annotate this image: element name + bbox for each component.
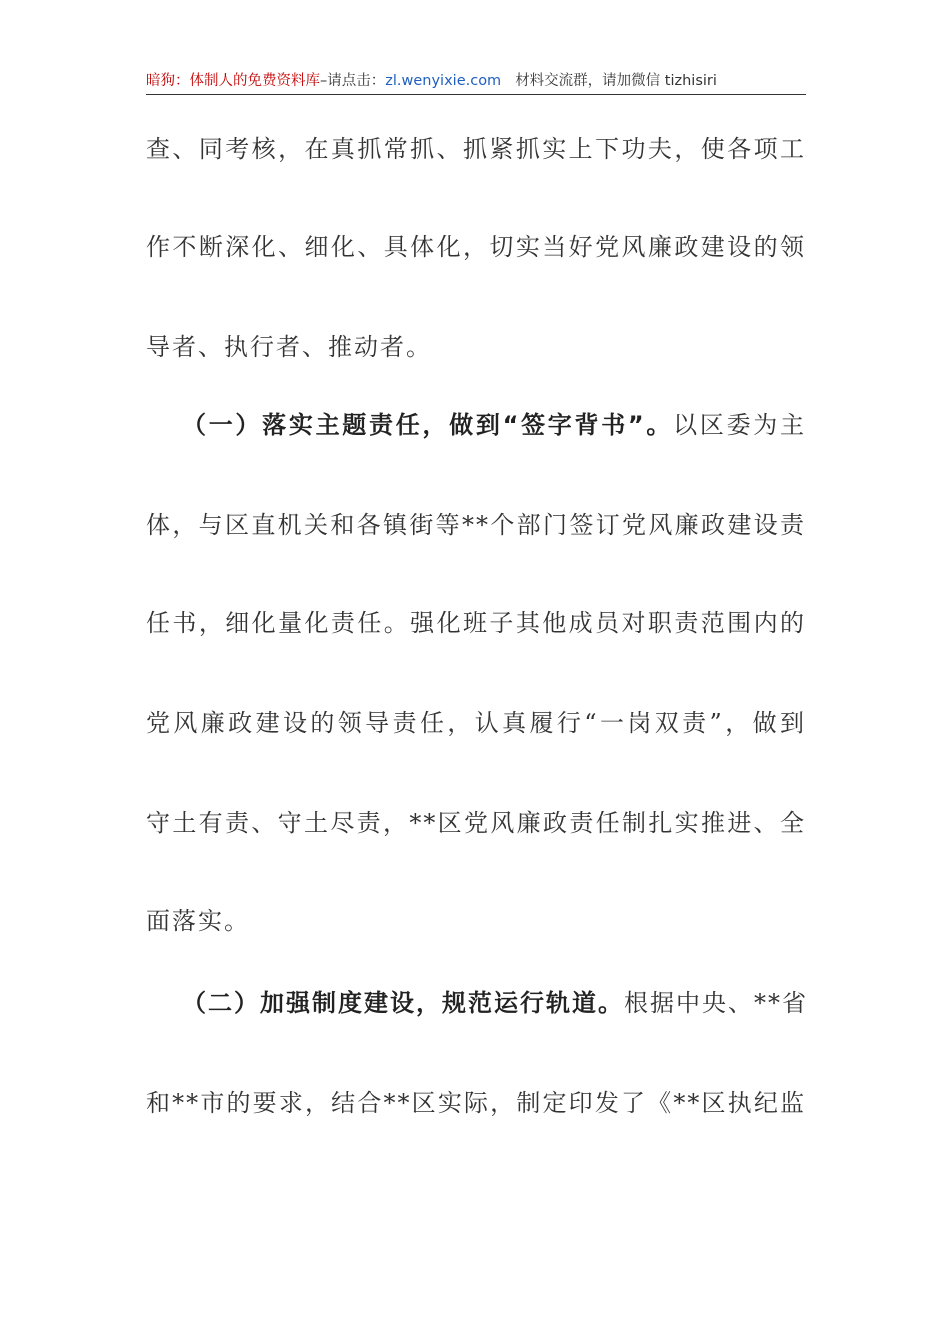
paragraph-line: 任书，细化量化责任。强化班子其他成员对职责范围内的 (146, 609, 806, 637)
header-url-link[interactable]: zl.wenyixie.com (385, 73, 502, 89)
paragraph-line: 导者、执行者、推动者。 (146, 333, 432, 361)
section-heading-line: （一）落实主题责任，做到“签字背书”。以区委为主 (182, 411, 807, 439)
paragraph-line: 党风廉政建设的领导责任，认真履行“一岗双责”，做到 (146, 709, 806, 737)
section-heading-1: （一）落实主题责任，做到“签字背书”。 (182, 411, 674, 439)
paragraph-line: 作不断深化、细化、具体化，切实当好党风廉政建设的领 (146, 233, 806, 261)
paragraph-line: 体，与区直机关和各镇街等**个部门签订党风廉政建设责 (146, 511, 806, 539)
header-link-prefix: –请点击： (320, 73, 386, 89)
paragraph-line: 面落实。 (146, 907, 250, 935)
page-header (146, 68, 806, 95)
paragraph-line: 和**市的要求，结合**区实际，制定印发了《**区执纪监 (146, 1089, 806, 1117)
header-contact: 材料交流群，请加微信 tizhisiri (515, 73, 717, 89)
section-heading-2: （二）加强制度建设，规范运行轨道。 (182, 989, 624, 1017)
paragraph-line: 守土有责、守土尽责，**区党风廉政责任制扎实推进、全 (146, 809, 806, 837)
header-brand: 暗狗：体制人的免费资料库 (146, 73, 320, 89)
section-heading-line: （二）加强制度建设，规范运行轨道。根据中央、**省 (182, 989, 808, 1017)
paragraph-line: 查、同考核，在真抓常抓、抓紧抓实上下功夫，使各项工 (146, 135, 806, 163)
